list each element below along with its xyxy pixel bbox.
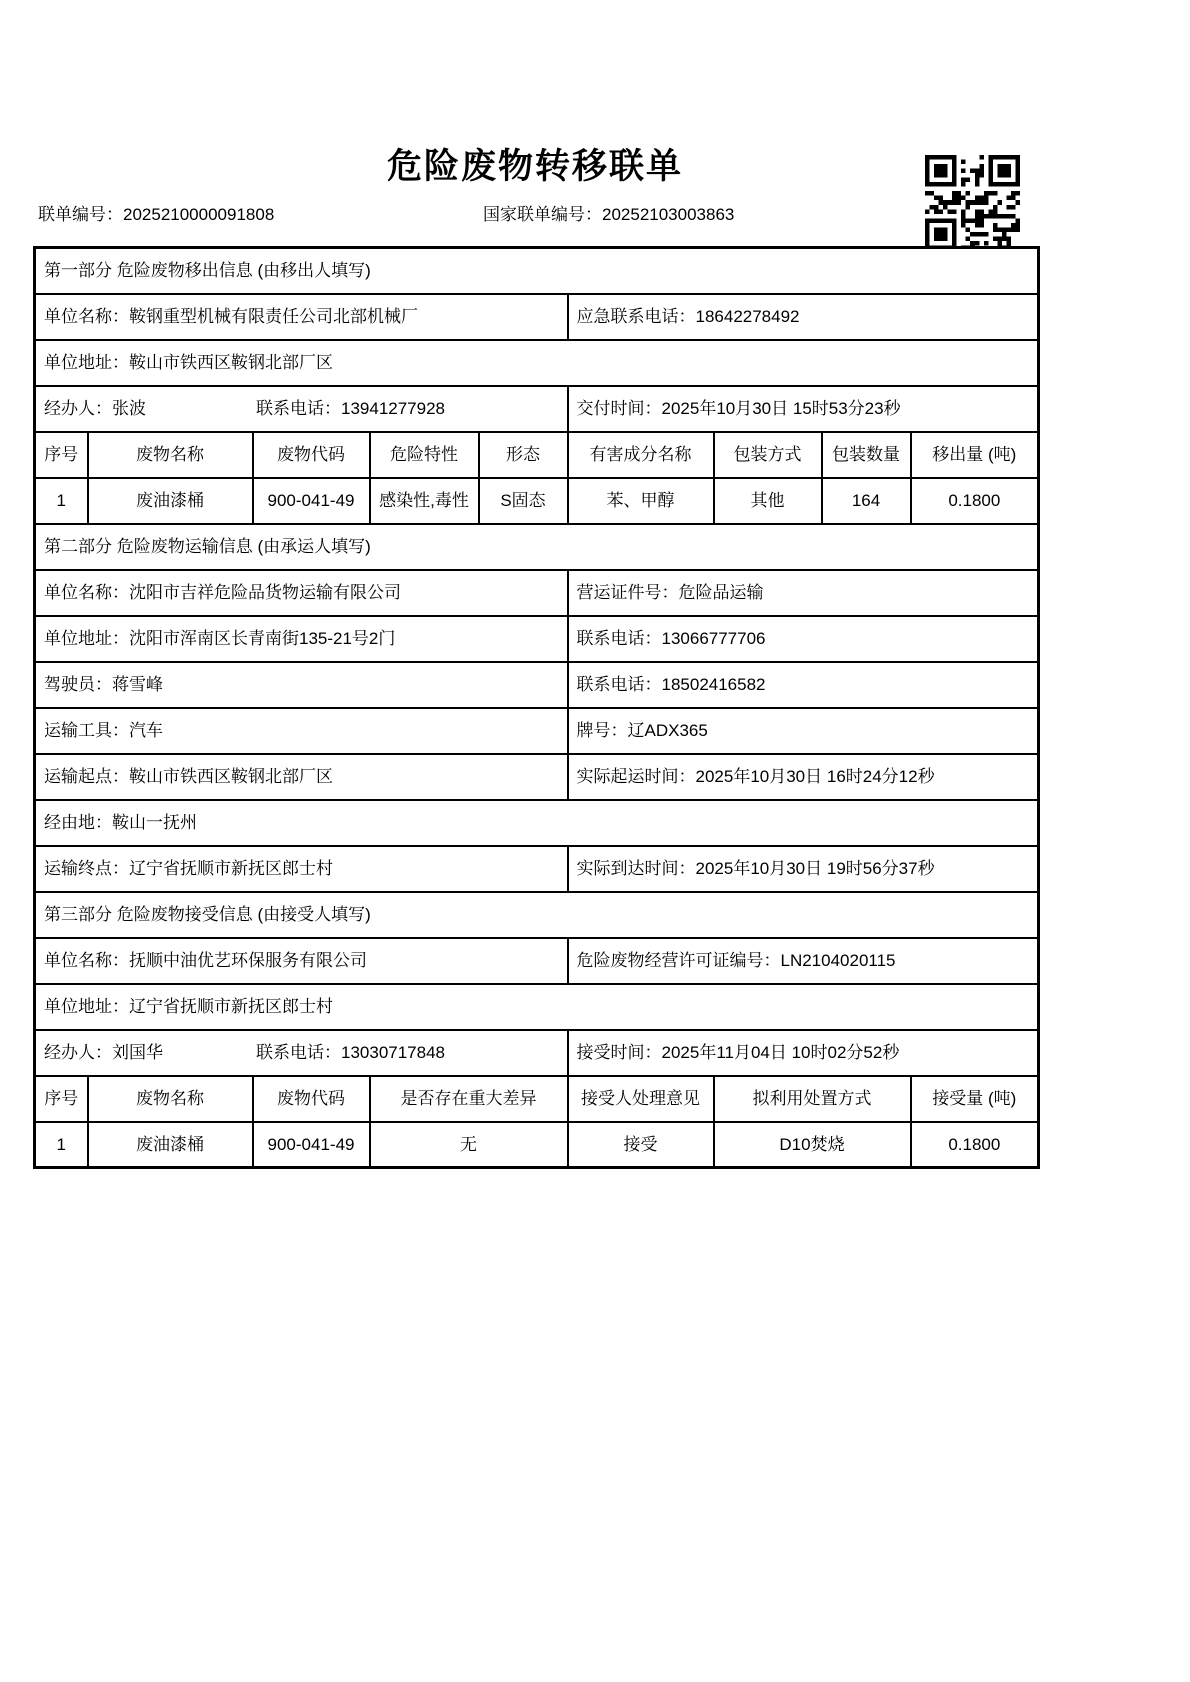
s1-unit-address: 单位地址：鞍山市铁西区鞍钢北部厂区 (35, 340, 1039, 386)
section3-heading-row (35, 892, 1039, 938)
waste-package-count: 164 (822, 478, 911, 524)
waste-form: S固态 (479, 478, 568, 524)
accept-amount-in: 0.1800 (911, 1122, 1039, 1168)
manifest-meta (38, 204, 1038, 226)
col-disposal-method: 拟利用处置方式 (714, 1076, 911, 1122)
s3-agent-row (35, 1030, 1039, 1076)
waste-name: 废油漆桶 (88, 478, 253, 524)
col-waste-code: 废物代码 (253, 432, 370, 478)
s3-unit-row (35, 938, 1039, 984)
section1-heading: 第一部分 危险废物移出信息 (由移出人填写) (35, 248, 1039, 294)
col-discrepancy: 是否存在重大差异 (370, 1076, 568, 1122)
col-components: 有害成分名称 (568, 432, 714, 478)
s2-unit-row (35, 570, 1039, 616)
s2-via: 经由地：鞍山一抚州 (35, 800, 1039, 846)
s2-depart-time: 实际起运时间：2025年10月30日 16时24分12秒 (568, 754, 1039, 800)
s3-accept-time: 接受时间：2025年11月04日 10时02分52秒 (568, 1030, 1039, 1076)
accept-seq: 1 (35, 1122, 88, 1168)
col-waste-code-2: 废物代码 (253, 1076, 370, 1122)
s2-transport-license: 营运证件号：危险品运输 (568, 570, 1039, 616)
waste-amount-out: 0.1800 (911, 478, 1039, 524)
s2-plate-no: 牌号：辽ADX365 (568, 708, 1039, 754)
s1-unit-row (35, 294, 1039, 340)
col-hazard: 危险特性 (370, 432, 479, 478)
s2-address-row (35, 616, 1039, 662)
accept-disposal-method: D10焚烧 (714, 1122, 911, 1168)
s2-via-row (35, 800, 1039, 846)
col-package-count: 包装数量 (822, 432, 911, 478)
s2-vehicle-row (35, 708, 1039, 754)
s3-address-row (35, 984, 1039, 1030)
col-waste-name-2: 废物名称 (88, 1076, 253, 1122)
waste-code: 900-041-49 (253, 478, 370, 524)
accept-opinion: 接受 (568, 1122, 714, 1168)
s2-destination: 运输终点：辽宁省抚顺市新抚区郎士村 (35, 846, 568, 892)
manifest-table (33, 246, 1040, 1169)
section3-heading: 第三部分 危险废物接受信息 (由接受人填写) (35, 892, 1039, 938)
s1-unit-name: 单位名称：鞍钢重型机械有限责任公司北部机械厂 (35, 294, 568, 340)
s3-unit-address: 单位地址：辽宁省抚顺市新抚区郎士村 (35, 984, 1039, 1030)
s2-destination-row (35, 846, 1039, 892)
s2-origin-row (35, 754, 1039, 800)
accept-discrepancy: 无 (370, 1122, 568, 1168)
accept-waste-name: 废油漆桶 (88, 1122, 253, 1168)
col-packaging: 包装方式 (714, 432, 822, 478)
s1-address-row (35, 340, 1039, 386)
accept-table-header-row (35, 1076, 1039, 1122)
accept-waste-code: 900-041-49 (253, 1122, 370, 1168)
s1-emergency-phone: 应急联系电话：18642278492 (568, 294, 1039, 340)
section1-heading-row (35, 248, 1039, 294)
page-title: 危险废物转移联单 (386, 147, 683, 186)
col-amount-in: 接受量 (吨) (911, 1076, 1039, 1122)
waste-hazard: 感染性,毒性 (370, 478, 479, 524)
s2-vehicle: 运输工具：汽车 (35, 708, 568, 754)
manifest-number: 联单编号：2025210000091808 (38, 205, 275, 224)
s2-driver-row (35, 662, 1039, 708)
waste-packaging: 其他 (714, 478, 822, 524)
waste-components: 苯、甲醇 (568, 478, 714, 524)
waste-table-header-row (35, 432, 1039, 478)
s1-agent: 经办人：张波 (44, 399, 146, 418)
s3-unit-name: 单位名称：抚顺中油优艺环保服务有限公司 (35, 938, 568, 984)
section2-heading: 第二部分 危险废物运输信息 (由承运人填写) (35, 524, 1039, 570)
col-form: 形态 (479, 432, 568, 478)
accept-table-data-row (35, 1122, 1039, 1168)
s2-unit-name: 单位名称：沈阳市吉祥危险品货物运输有限公司 (35, 570, 568, 616)
waste-table-data-row (35, 478, 1039, 524)
s1-delivery-time: 交付时间：2025年10月30日 15时53分23秒 (568, 386, 1039, 432)
national-manifest-number: 国家联单编号：20252103003863 (483, 205, 735, 224)
s1-agent-row (35, 386, 1039, 432)
s3-permit-no: 危险废物经营许可证编号：LN2104020115 (568, 938, 1039, 984)
col-waste-name: 废物名称 (88, 432, 253, 478)
s1-agent-cell (35, 386, 568, 432)
s2-unit-address: 单位地址：沈阳市浑南区长青南街135-21号2门 (35, 616, 568, 662)
s2-origin: 运输起点：鞍山市铁西区鞍钢北部厂区 (35, 754, 568, 800)
s2-unit-phone: 联系电话：13066777706 (568, 616, 1039, 662)
col-receiver-opinion: 接受人处理意见 (568, 1076, 714, 1122)
s3-agent: 经办人：刘国华 (44, 1043, 163, 1062)
s2-driver-phone: 联系电话：18502416582 (568, 662, 1039, 708)
s2-arrive-time: 实际到达时间：2025年10月30日 19时56分37秒 (568, 846, 1039, 892)
s3-agent-cell (35, 1030, 568, 1076)
col-seq: 序号 (35, 432, 88, 478)
qr-code-icon (925, 155, 1020, 250)
s2-driver: 驾驶员：蒋雪峰 (35, 662, 568, 708)
s1-agent-phone: 联系电话：13941277928 (256, 399, 446, 418)
col-seq-2: 序号 (35, 1076, 88, 1122)
col-amount-out: 移出量 (吨) (911, 432, 1039, 478)
section2-heading-row (35, 524, 1039, 570)
waste-seq: 1 (35, 478, 88, 524)
s3-agent-phone: 联系电话：13030717848 (256, 1043, 446, 1062)
